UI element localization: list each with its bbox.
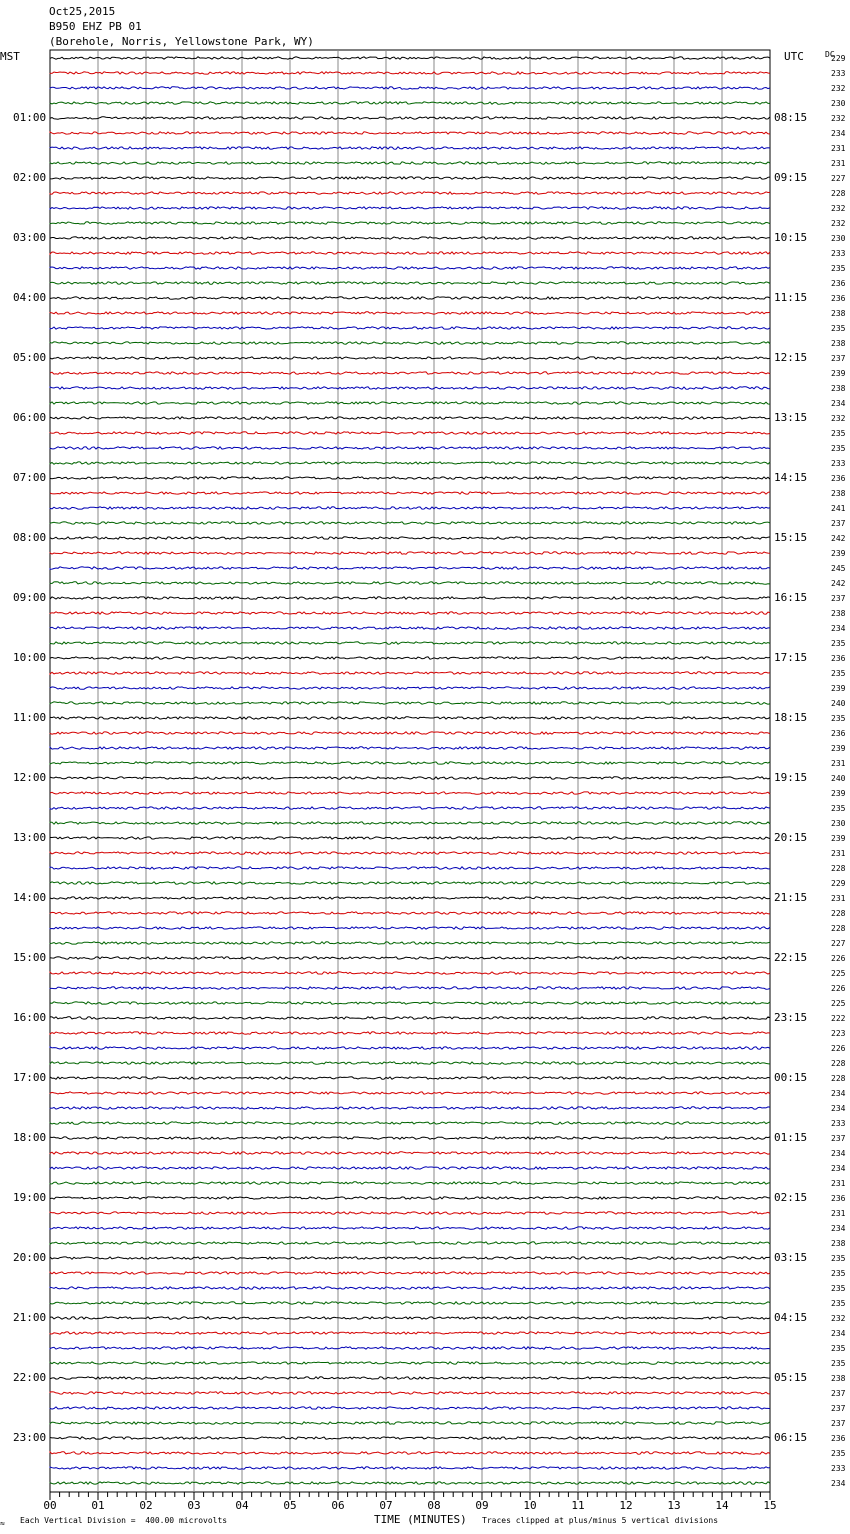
- dc-offset-value: 239: [831, 789, 846, 798]
- dc-offset-value: 236: [831, 1434, 846, 1443]
- dc-offset-value: 236: [831, 474, 846, 483]
- mst-hour-label: 20:00: [13, 1251, 47, 1264]
- x-axis-label: TIME (MINUTES): [374, 1513, 467, 1526]
- x-tick-label: 09: [475, 1499, 489, 1512]
- dc-offset-value: 236: [831, 1194, 846, 1203]
- seismic-trace: [50, 72, 770, 74]
- x-tick-label: 03: [187, 1499, 201, 1512]
- dc-offset-value: 231: [831, 849, 846, 858]
- utc-hour-label: 00:15: [774, 1071, 808, 1084]
- seismic-trace: [50, 582, 770, 584]
- dc-offset-value: 242: [831, 534, 846, 543]
- dc-offset-value: 240: [831, 774, 846, 783]
- mst-hour-label: 03:00: [13, 231, 47, 244]
- seismic-trace: [50, 927, 770, 929]
- x-tick-label: 00: [43, 1499, 57, 1512]
- dc-offset-value: 238: [831, 309, 846, 318]
- seismic-trace: [50, 117, 770, 119]
- seismic-trace: [50, 1212, 770, 1214]
- dc-offset-value: 235: [831, 1299, 846, 1308]
- clipping-note: Traces clipped at plus/minus 5 vertical divisions: [482, 1516, 719, 1525]
- mst-hour-label: 05:00: [13, 351, 47, 364]
- dc-offset-value: 234: [831, 399, 846, 408]
- seismic-trace: [50, 432, 770, 434]
- seismic-trace: [50, 1047, 770, 1049]
- seismic-trace: [50, 447, 770, 449]
- seismic-trace: [50, 132, 770, 134]
- dc-offset-value: 236: [831, 654, 846, 663]
- dc-offset-value: 232: [831, 84, 846, 93]
- dc-offset-value: 227: [831, 939, 846, 948]
- dc-offset-value: 225: [831, 969, 846, 978]
- dc-offset-value: 235: [831, 1254, 846, 1263]
- seismic-trace: [50, 252, 770, 254]
- utc-hour-label: 17:15: [774, 651, 808, 664]
- seismic-trace: [50, 1062, 770, 1064]
- dc-offset-value: 235: [831, 324, 846, 333]
- seismic-trace: [50, 207, 770, 209]
- plot-frame: [50, 50, 770, 1492]
- utc-hour-label: 22:15: [774, 951, 808, 964]
- seismic-trace: [50, 102, 770, 104]
- seismic-trace: [50, 597, 770, 599]
- seismic-trace: [50, 1002, 770, 1004]
- seismic-trace: [50, 792, 770, 794]
- mst-hour-label: 19:00: [13, 1191, 47, 1204]
- dc-offset-value: 234: [831, 1479, 846, 1488]
- utc-hour-label: 12:15: [774, 351, 808, 364]
- dc-offset-value: 232: [831, 219, 846, 228]
- seismic-trace: [50, 1392, 770, 1394]
- dc-offset-value: 235: [831, 1269, 846, 1278]
- dc-offset-value: 233: [831, 1464, 846, 1473]
- seismic-trace: [50, 1167, 770, 1169]
- x-tick-label: 12: [619, 1499, 633, 1512]
- mst-hour-label: 06:00: [13, 411, 47, 424]
- mst-hour-label: 02:00: [13, 171, 47, 184]
- dc-offset-value: 238: [831, 339, 846, 348]
- mst-hour-label: 15:00: [13, 951, 47, 964]
- dc-offset-value: 232: [831, 114, 846, 123]
- station-location: (Borehole, Norris, Yellowstone Park, WY): [49, 35, 314, 48]
- utc-axis-title: UTC: [784, 50, 804, 63]
- dc-offset-value: 237: [831, 1419, 846, 1428]
- seismic-trace: [50, 537, 770, 539]
- seismic-trace: [50, 1482, 770, 1484]
- dc-offset-value: 231: [831, 894, 846, 903]
- seismic-trace: [50, 807, 770, 809]
- seismic-trace: [50, 1197, 770, 1199]
- dc-offset-value: 231: [831, 144, 846, 153]
- x-tick-label: 07: [379, 1499, 393, 1512]
- seismic-trace: [50, 822, 770, 824]
- dc-offset-value: 227: [831, 174, 846, 183]
- dc-offset-value: 239: [831, 369, 846, 378]
- seismic-trace: [50, 147, 770, 149]
- dc-offset-value: 234: [831, 1224, 846, 1233]
- seismic-trace: [50, 567, 770, 569]
- seismic-trace: [50, 777, 770, 779]
- utc-hour-label: 21:15: [774, 891, 808, 904]
- mst-hour-label: 11:00: [13, 711, 47, 724]
- seismic-trace: [50, 1377, 770, 1379]
- dc-offset-value: 238: [831, 489, 846, 498]
- utc-hour-label: 23:15: [774, 1011, 808, 1024]
- dc-offset-value: 233: [831, 249, 846, 258]
- seismic-trace: [50, 732, 770, 734]
- mst-hour-label: 16:00: [13, 1011, 47, 1024]
- utc-hour-label: 03:15: [774, 1251, 808, 1264]
- dc-offset-value: 226: [831, 1044, 846, 1053]
- dc-offset-value: 245: [831, 564, 846, 573]
- dc-offset-value: 235: [831, 714, 846, 723]
- mst-hour-label: 07:00: [13, 471, 47, 484]
- seismic-trace: [50, 672, 770, 674]
- utc-hour-label: 11:15: [774, 291, 808, 304]
- dc-offset-value: 230: [831, 234, 846, 243]
- dc-offset-value: 233: [831, 69, 846, 78]
- utc-hour-label: 19:15: [774, 771, 808, 784]
- dc-offset-value: 235: [831, 1344, 846, 1353]
- dc-offset-value: 230: [831, 99, 846, 108]
- utc-hour-label: 08:15: [774, 111, 808, 124]
- mst-hour-label: 21:00: [13, 1311, 47, 1324]
- utc-hour-label: 10:15: [774, 231, 808, 244]
- plot-date: Oct25,2015: [49, 5, 116, 18]
- dc-offset-value: 239: [831, 834, 846, 843]
- seismic-trace: [50, 1107, 770, 1109]
- x-tick-label: 11: [571, 1499, 585, 1512]
- dc-offset-value: 235: [831, 804, 846, 813]
- seismic-trace: [50, 852, 770, 854]
- utc-hour-label: 05:15: [774, 1371, 808, 1384]
- dc-offset-value: 234: [831, 129, 846, 138]
- dc-offset-value: 222: [831, 1014, 846, 1023]
- seismic-trace: [50, 162, 770, 164]
- dc-offset-value: 238: [831, 1374, 846, 1383]
- seismic-trace: [50, 1437, 770, 1439]
- seismic-trace: [50, 972, 770, 974]
- utc-hour-label: 20:15: [774, 831, 808, 844]
- dc-offset-value: 232: [831, 204, 846, 213]
- seismic-trace: [50, 1137, 770, 1139]
- seismic-trace: [50, 387, 770, 389]
- dc-offset-value: 228: [831, 909, 846, 918]
- seismic-trace: [50, 282, 770, 284]
- seismic-trace: [50, 477, 770, 479]
- mst-hour-label: 18:00: [13, 1131, 47, 1144]
- mst-hour-label: 04:00: [13, 291, 47, 304]
- seismic-trace: [50, 1317, 770, 1319]
- dc-offset-value: 229: [831, 879, 846, 888]
- seismic-trace: [50, 267, 770, 269]
- seismic-trace: [50, 1287, 770, 1289]
- seismic-trace: [50, 1032, 770, 1034]
- seismic-trace: [50, 1422, 770, 1424]
- seismic-trace: [50, 492, 770, 494]
- dc-offset-value: 235: [831, 669, 846, 678]
- dc-offset-value: 237: [831, 354, 846, 363]
- dc-offset-value: 226: [831, 954, 846, 963]
- dc-offset-value: 237: [831, 1389, 846, 1398]
- seismic-trace: [50, 1332, 770, 1334]
- dc-offset-value: 241: [831, 504, 846, 513]
- dc-offset-value: 225: [831, 999, 846, 1008]
- dc-offset-value: 239: [831, 549, 846, 558]
- seismic-trace: [50, 1227, 770, 1229]
- dc-offset-value: 238: [831, 1239, 846, 1248]
- x-tick-label: 14: [715, 1499, 729, 1512]
- mst-hour-label: 14:00: [13, 891, 47, 904]
- dc-offset-value: 228: [831, 864, 846, 873]
- corner-mark: ≈: [0, 1519, 5, 1528]
- dc-offset-value: 231: [831, 759, 846, 768]
- x-tick-label: 02: [139, 1499, 153, 1512]
- mst-hour-label: 09:00: [13, 591, 47, 604]
- dc-offset-value: 239: [831, 744, 846, 753]
- seismic-trace: [50, 372, 770, 374]
- seismic-trace: [50, 87, 770, 89]
- dc-offset-value: 234: [831, 1089, 846, 1098]
- x-tick-label: 05: [283, 1499, 297, 1512]
- seismic-trace: [50, 552, 770, 554]
- seismic-trace: [50, 1302, 770, 1304]
- seismic-trace: [50, 702, 770, 704]
- seismic-trace: [50, 1362, 770, 1364]
- dc-offset-value: 228: [831, 189, 846, 198]
- seismic-trace: [50, 312, 770, 314]
- dc-offset-value: 228: [831, 1074, 846, 1083]
- mst-hour-label: 13:00: [13, 831, 47, 844]
- dc-offset-value: 237: [831, 594, 846, 603]
- dc-offset-value: 226: [831, 984, 846, 993]
- utc-hour-label: 13:15: [774, 411, 808, 424]
- utc-hour-label: 09:15: [774, 171, 808, 184]
- x-tick-label: 08: [427, 1499, 441, 1512]
- dc-offset-value: 238: [831, 384, 846, 393]
- x-tick-label: 15: [763, 1499, 777, 1512]
- utc-hour-label: 01:15: [774, 1131, 808, 1144]
- seismic-trace: [50, 897, 770, 899]
- seismic-trace: [50, 357, 770, 359]
- dc-offset-value: 235: [831, 444, 846, 453]
- scale-note: Each Vertical Division = 400.00 microvolts: [20, 1516, 228, 1525]
- dc-offset-value: 231: [831, 159, 846, 168]
- mst-hour-label: 10:00: [13, 651, 47, 664]
- seismic-trace: [50, 222, 770, 224]
- dc-offset-value: 235: [831, 429, 846, 438]
- seismic-trace: [50, 1407, 770, 1409]
- seismic-trace: [50, 837, 770, 839]
- dc-offset-value: 234: [831, 1104, 846, 1113]
- dc-offset-value: 237: [831, 1404, 846, 1413]
- dc-offset-value: 239: [831, 684, 846, 693]
- seismic-trace: [50, 417, 770, 419]
- seismic-trace: [50, 1452, 770, 1454]
- x-tick-label: 01: [91, 1499, 105, 1512]
- dc-offset-value: 234: [831, 1164, 846, 1173]
- dc-offset-value: 238: [831, 609, 846, 618]
- utc-hour-label: 04:15: [774, 1311, 808, 1324]
- seismic-trace: [50, 1347, 770, 1349]
- seismic-trace: [50, 192, 770, 194]
- dc-offset-value: 232: [831, 1314, 846, 1323]
- mst-hour-label: 12:00: [13, 771, 47, 784]
- utc-hour-label: 14:15: [774, 471, 808, 484]
- dc-offset-value: 234: [831, 624, 846, 633]
- seismic-trace: [50, 1242, 770, 1244]
- seismic-trace: [50, 1152, 770, 1154]
- dc-offset-value: 242: [831, 579, 846, 588]
- seismic-trace: [50, 747, 770, 749]
- seismic-trace: [50, 507, 770, 509]
- dc-offset-value: 237: [831, 519, 846, 528]
- dc-offset-value: 236: [831, 729, 846, 738]
- seismic-trace: [50, 1017, 770, 1019]
- seismic-trace: [50, 612, 770, 614]
- mst-hour-label: 01:00: [13, 111, 47, 124]
- dc-offset-value: 236: [831, 294, 846, 303]
- x-tick-label: 06: [331, 1499, 345, 1512]
- seismic-trace: [50, 1272, 770, 1274]
- station-code: B950 EHZ PB 01: [49, 20, 142, 33]
- dc-offset-value: 235: [831, 1284, 846, 1293]
- dc-offset-value: 235: [831, 1449, 846, 1458]
- mst-hour-label: 22:00: [13, 1371, 47, 1384]
- dc-offset-value: 234: [831, 1329, 846, 1338]
- utc-hour-label: 15:15: [774, 531, 808, 544]
- dc-offset-value: 237: [831, 1134, 846, 1143]
- utc-hour-label: 18:15: [774, 711, 808, 724]
- seismic-trace: [50, 717, 770, 719]
- utc-hour-label: 16:15: [774, 591, 808, 604]
- mst-hour-label: 23:00: [13, 1431, 47, 1444]
- mst-hour-label: 08:00: [13, 531, 47, 544]
- seismic-trace: [50, 342, 770, 344]
- mst-axis-title: MST: [0, 50, 20, 63]
- dc-offset-value: 235: [831, 1359, 846, 1368]
- seismic-trace: [50, 1122, 770, 1124]
- dc-offset-value: 233: [831, 459, 846, 468]
- dc-offset-value: 230: [831, 819, 846, 828]
- seismic-trace: [50, 687, 770, 689]
- seismic-trace: [50, 762, 770, 764]
- dc-offset-value: 231: [831, 1179, 846, 1188]
- seismic-trace: [50, 297, 770, 299]
- seismic-trace: [50, 522, 770, 524]
- seismic-trace: [50, 57, 770, 59]
- dc-column-title: DC: [825, 50, 835, 59]
- seismic-trace: [50, 867, 770, 869]
- seismic-trace: [50, 657, 770, 659]
- dc-offset-value: 228: [831, 1059, 846, 1068]
- seismic-trace: [50, 237, 770, 239]
- seismic-trace: [50, 627, 770, 629]
- utc-hour-label: 06:15: [774, 1431, 808, 1444]
- dc-offset-value: 228: [831, 924, 846, 933]
- seismic-trace: [50, 912, 770, 914]
- dc-offset-value: 233: [831, 1119, 846, 1128]
- seismic-trace: [50, 1077, 770, 1079]
- dc-offset-value: 235: [831, 264, 846, 273]
- seismic-trace: [50, 987, 770, 989]
- dc-offset-value: 240: [831, 699, 846, 708]
- seismic-trace: [50, 327, 770, 329]
- seismic-trace: [50, 642, 770, 644]
- seismic-trace: [50, 1257, 770, 1259]
- dc-offset-value: 229: [831, 54, 846, 63]
- seismic-trace: [50, 942, 770, 944]
- seismic-trace: [50, 1182, 770, 1184]
- mst-hour-label: 17:00: [13, 1071, 47, 1084]
- x-tick-label: 04: [235, 1499, 249, 1512]
- seismic-trace: [50, 882, 770, 884]
- seismic-trace: [50, 1092, 770, 1094]
- x-tick-label: 13: [667, 1499, 681, 1512]
- dc-offset-value: 236: [831, 279, 846, 288]
- dc-offset-value: 223: [831, 1029, 846, 1038]
- seismic-trace: [50, 1467, 770, 1469]
- dc-offset-value: 232: [831, 414, 846, 423]
- seismic-trace: [50, 957, 770, 959]
- utc-hour-label: 02:15: [774, 1191, 808, 1204]
- dc-offset-value: 231: [831, 1209, 846, 1218]
- dc-offset-value: 234: [831, 1149, 846, 1158]
- seismic-trace: [50, 177, 770, 179]
- dc-offset-value: 235: [831, 639, 846, 648]
- seismic-trace: [50, 462, 770, 464]
- x-tick-label: 10: [523, 1499, 537, 1512]
- seismic-trace: [50, 402, 770, 404]
